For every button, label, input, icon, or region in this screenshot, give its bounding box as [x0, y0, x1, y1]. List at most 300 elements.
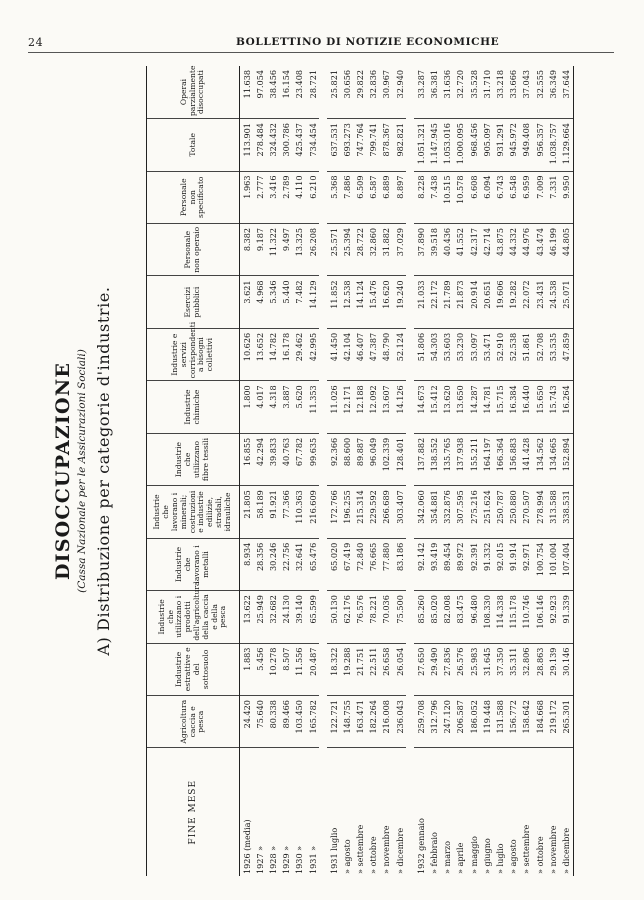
table-cell: 62.176: [340, 591, 353, 643]
table-cell: 106.146: [533, 591, 546, 643]
table-cell: 67.782: [293, 433, 306, 485]
table-cell: 30.146: [559, 643, 573, 695]
table-cell: 35.528: [467, 66, 480, 119]
running-title: BOLLETTINO DI NOTIZIE ECONOMICHE: [236, 36, 500, 48]
row-label: » marzo: [442, 840, 453, 874]
table-cell: 114.338: [493, 591, 506, 643]
table-cell: 11.852: [327, 276, 340, 328]
table-row: [507, 66, 520, 876]
table-cell: 10.515: [441, 171, 454, 223]
table-cell: 16.154: [280, 66, 293, 119]
table-cell: 905.097: [480, 119, 493, 171]
table-cell: 13.607: [380, 381, 393, 433]
table-cell: 250.880: [507, 486, 520, 538]
table-cell: 78.221: [367, 591, 380, 643]
table-cell: 92.971: [520, 538, 533, 590]
table-cell: 103.450: [293, 696, 306, 748]
table-cell: 37.350: [493, 643, 506, 695]
table-cell: 10.578: [454, 171, 467, 223]
table-cell: 102.339: [380, 433, 393, 485]
table-row: [327, 66, 340, 876]
table-cell: 982.821: [393, 119, 406, 171]
table-cell: 14.673: [414, 381, 427, 433]
table-row: [354, 66, 367, 876]
table-cell: 956.357: [533, 119, 546, 171]
table-cell: 799.741: [367, 119, 380, 171]
table-cell: 39.833: [266, 433, 279, 485]
table-cell: 14.781: [480, 381, 493, 433]
table-cell: 21.873: [454, 276, 467, 328]
separator-cell: [406, 66, 414, 876]
table-cell: 30.656: [340, 66, 353, 119]
table-cell: 33.666: [507, 66, 520, 119]
table-cell: 58.189: [253, 486, 266, 538]
table-cell: 12.092: [367, 381, 380, 433]
table-cell: 32.555: [533, 66, 546, 119]
table-cell: 206.587: [454, 696, 467, 748]
table-cell: 6.094: [480, 171, 493, 223]
table-row: [480, 66, 493, 876]
table-cell: 42.104: [340, 328, 353, 380]
table-cell: 15.715: [493, 381, 506, 433]
table-cell: 425.437: [293, 119, 306, 171]
table-cell: 96.049: [367, 433, 380, 485]
table-cell: 15.412: [427, 381, 440, 433]
table-cell: 53.603: [441, 328, 454, 380]
table-cell: 14.782: [266, 328, 279, 380]
table-cell: 70.036: [380, 591, 393, 643]
table-cell: 3.416: [266, 171, 279, 223]
table-cell: 7.331: [546, 171, 559, 223]
unemployment-table: [146, 66, 574, 876]
column-header: Esercizi pubblici: [147, 276, 240, 328]
table-cell: 16.855: [240, 433, 254, 485]
running-head: [28, 34, 614, 53]
table-cell: 8.382: [240, 223, 254, 275]
table-cell: 21.805: [240, 486, 254, 538]
row-label: 1931 »: [307, 845, 318, 874]
table-cell: 89.466: [280, 696, 293, 748]
table-cell: 215.314: [354, 486, 367, 538]
table-cell: 2.777: [253, 171, 266, 223]
table-cell: 324.432: [266, 119, 279, 171]
table-cell: 6.210: [306, 171, 319, 223]
table-cell: 5.456: [253, 643, 266, 695]
table-cell: 24.420: [240, 696, 254, 748]
row-label: » agosto: [341, 839, 352, 874]
table-cell: 22.072: [520, 276, 533, 328]
column-header: Industrie e servizi corrispondenti a bisogni collettivi: [147, 328, 240, 380]
table-cell: 138.552: [427, 433, 440, 485]
table-cell: 21.033: [414, 276, 427, 328]
table-cell: 6.889: [380, 171, 393, 223]
row-label: » settembre: [521, 824, 532, 874]
table-cell: 131.588: [493, 696, 506, 748]
table-cell: 1.038.757: [546, 119, 559, 171]
table-cell: 236.043: [393, 696, 406, 748]
table-cell: 29.462: [293, 328, 306, 380]
table-cell: 30.967: [380, 66, 393, 119]
table-cell: 110.363: [293, 486, 306, 538]
table-cell: 8.934: [240, 538, 254, 590]
table-cell: 76.576: [354, 591, 367, 643]
table-cell: 48.790: [380, 328, 393, 380]
table-cell: 12.188: [354, 381, 367, 433]
table-cell: 89.972: [454, 538, 467, 590]
table-row: [533, 66, 546, 876]
table-cell: 9.497: [280, 223, 293, 275]
table-subtitle: (Cassa Nazionale per le Assicurazioni Sociali): [76, 349, 88, 593]
table-row: [306, 66, 319, 876]
table-cell: 26.576: [454, 643, 467, 695]
table-cell: 931.291: [493, 119, 506, 171]
table-cell: 54.303: [427, 328, 440, 380]
column-header: Industrie che utilizzano i prodotti dell'agricoltura della caccia e della pesca: [147, 591, 240, 643]
table-cell: 266.689: [380, 486, 393, 538]
table-cell: 134.562: [533, 433, 546, 485]
table-cell: 172.766: [327, 486, 340, 538]
table-cell: 303.407: [393, 486, 406, 538]
column-header: Agricoltura caccia e pesca: [147, 696, 240, 748]
table-row: [253, 66, 266, 876]
table-cell: 32.682: [266, 591, 279, 643]
column-header: Totale: [147, 119, 240, 171]
table-cell: 122.721: [327, 696, 340, 748]
table-cell: 6.587: [367, 171, 380, 223]
table-cell: 250.787: [493, 486, 506, 538]
table-cell: 10.278: [266, 643, 279, 695]
rotated-page: [46, 66, 616, 876]
column-header: Personale non specificato: [147, 171, 240, 223]
table-cell: 51.806: [414, 328, 427, 380]
table-cell: 42.317: [467, 223, 480, 275]
table-cell: 164.197: [480, 433, 493, 485]
table-cell: 37.890: [414, 223, 427, 275]
table-row: [427, 66, 440, 876]
table-cell: 16.264: [559, 381, 573, 433]
table-cell: 97.054: [253, 66, 266, 119]
table-cell: 53.097: [467, 328, 480, 380]
table-cell: 137.938: [454, 433, 467, 485]
table-row: [467, 66, 480, 876]
table-cell: 7.009: [533, 171, 546, 223]
table-cell: 96.480: [467, 591, 480, 643]
table-cell: 25.071: [559, 276, 573, 328]
table-cell: 40.436: [441, 223, 454, 275]
table-cell: 31.645: [480, 643, 493, 695]
table-cell: 12.538: [340, 276, 353, 328]
table-row: [414, 66, 427, 876]
table-cell: 53.230: [454, 328, 467, 380]
table-cell: 216.008: [380, 696, 393, 748]
table-cell: 75.640: [253, 696, 266, 748]
table-cell: 141.428: [520, 433, 533, 485]
table-row: [441, 66, 454, 876]
table-cell: 163.471: [354, 696, 367, 748]
table-cell: 37.029: [393, 223, 406, 275]
table-cell: 20.487: [306, 643, 319, 695]
table-cell: 21.789: [441, 276, 454, 328]
table-cell: 11.322: [266, 223, 279, 275]
table-cell: 15.476: [367, 276, 380, 328]
table-cell: 13.620: [441, 381, 454, 433]
table-cell: 968.456: [467, 119, 480, 171]
table-cell: 1.883: [240, 643, 254, 695]
table-cell: 37.644: [559, 66, 573, 119]
table-cell: 229.592: [367, 486, 380, 538]
table-cell: 156.772: [507, 696, 520, 748]
table-cell: 5.440: [280, 276, 293, 328]
table-cell: 101.004: [546, 538, 559, 590]
table-cell: 44.976: [520, 223, 533, 275]
column-header: Industrie estrattive e del sottosuolo: [147, 643, 240, 695]
table-row: [380, 66, 393, 876]
table-cell: 14.287: [467, 381, 480, 433]
table-cell: 42.714: [480, 223, 493, 275]
table-cell: 92.923: [546, 591, 559, 643]
table-cell: 247.120: [441, 696, 454, 748]
table-cell: 30.246: [266, 538, 279, 590]
table-cell: 19.240: [393, 276, 406, 328]
table-cell: 91.339: [559, 591, 573, 643]
table-cell: 100.754: [533, 538, 546, 590]
row-label: 1931 luglio: [328, 827, 339, 874]
row-label: » maggio: [468, 836, 479, 874]
table-cell: 182.264: [367, 696, 380, 748]
table-cell: 23.408: [293, 66, 306, 119]
table-cell: 13.650: [454, 381, 467, 433]
table-cell: 91.332: [480, 538, 493, 590]
table-cell: 18.322: [327, 643, 340, 695]
row-label: 1928 »: [267, 845, 278, 874]
table-cell: 152.894: [559, 433, 573, 485]
table-cell: 22.756: [280, 538, 293, 590]
table-cell: 300.786: [280, 119, 293, 171]
row-label: » agosto: [508, 839, 519, 874]
table-cell: 278.994: [533, 486, 546, 538]
rotated-content: [46, 66, 616, 876]
table-cell: 27.650: [414, 643, 427, 695]
table-cell: 1.051.321: [414, 119, 427, 171]
table-cell: 4.110: [293, 171, 306, 223]
table-cell: 29.822: [354, 66, 367, 119]
table-cell: 16.440: [520, 381, 533, 433]
table-cell: 216.609: [306, 486, 319, 538]
table-row: [559, 66, 573, 876]
table-cell: 29.490: [427, 643, 440, 695]
table-cell: 28.863: [533, 643, 546, 695]
row-label: » aprile: [455, 842, 466, 874]
table-cell: 6.548: [507, 171, 520, 223]
table-cell: 19.606: [493, 276, 506, 328]
table-cell: 148.755: [340, 696, 353, 748]
table-cell: 155.211: [467, 433, 480, 485]
table-cell: 11.638: [240, 66, 254, 119]
table-cell: 1.963: [240, 171, 254, 223]
table-cell: 72.840: [354, 538, 367, 590]
table-cell: 44.805: [559, 223, 573, 275]
column-header: Industrie chimiche: [147, 381, 240, 433]
row-label: » novembre: [381, 825, 392, 874]
table-cell: 46.199: [546, 223, 559, 275]
row-label: » ottobre: [534, 836, 545, 874]
table-cell: 36.349: [546, 66, 559, 119]
table-cell: 26.208: [306, 223, 319, 275]
table-cell: 47.387: [367, 328, 380, 380]
table-cell: 342.060: [414, 486, 427, 538]
table-cell: 7.438: [427, 171, 440, 223]
table-cell: 32.836: [367, 66, 380, 119]
table-row: [280, 66, 293, 876]
table-cell: 13.622: [240, 591, 254, 643]
row-separator: [319, 66, 327, 876]
table-cell: 6.608: [467, 171, 480, 223]
table-cell: 53.535: [546, 328, 559, 380]
table-cell: 32.806: [520, 643, 533, 695]
table-cell: 38.456: [266, 66, 279, 119]
table-cell: 16.620: [380, 276, 393, 328]
table-row: [367, 66, 380, 876]
table-cell: 92.142: [414, 538, 427, 590]
table-cell: 24.538: [546, 276, 559, 328]
table-cell: 13.652: [253, 328, 266, 380]
table-cell: 6.509: [354, 171, 367, 223]
table-cell: 76.665: [367, 538, 380, 590]
table-cell: 15.743: [546, 381, 559, 433]
table-cell: 14.124: [354, 276, 367, 328]
table-cell: 42.995: [306, 328, 319, 380]
table-cell: 89.887: [354, 433, 367, 485]
table-cell: 7.482: [293, 276, 306, 328]
table-cell: 265.301: [559, 696, 573, 748]
column-header: Personale non operaio: [147, 223, 240, 275]
table-cell: 6.743: [493, 171, 506, 223]
table-cell: 3.887: [280, 381, 293, 433]
table-cell: 33.287: [414, 66, 427, 119]
table-cell: 734.454: [306, 119, 319, 171]
table-cell: 19.288: [340, 643, 353, 695]
table-cell: 332.876: [441, 486, 454, 538]
table-cell: 166.364: [493, 433, 506, 485]
table-cell: 313.588: [546, 486, 559, 538]
table-cell: 65.476: [306, 538, 319, 590]
table-row: [393, 66, 406, 876]
table-cell: 28.356: [253, 538, 266, 590]
table-cell: 47.859: [559, 328, 573, 380]
table-cell: 28.721: [306, 66, 319, 119]
table-cell: 2.789: [280, 171, 293, 223]
table-cell: 88.600: [340, 433, 353, 485]
table-row: [340, 66, 353, 876]
table-cell: 25.394: [340, 223, 353, 275]
table-row: [520, 66, 533, 876]
table-cell: 119.448: [480, 696, 493, 748]
table-cell: 14.126: [393, 381, 406, 433]
table-row: [493, 66, 506, 876]
table-cell: 22.511: [367, 643, 380, 695]
table-cell: 354.881: [427, 486, 440, 538]
row-label: » settembre: [355, 824, 366, 874]
table-cell: 307.595: [454, 486, 467, 538]
table-cell: 85.260: [414, 591, 427, 643]
row-label: » giugno: [481, 838, 492, 874]
row-label: » febbraio: [429, 832, 440, 874]
table-cell: 82.008: [441, 591, 454, 643]
table-header-row: [147, 66, 240, 876]
table-cell: 25.571: [327, 223, 340, 275]
table-cell: 16.384: [507, 381, 520, 433]
row-label: 1929 »: [281, 845, 292, 874]
table-cell: 53.471: [480, 328, 493, 380]
column-header: Industrie che lavorano i minerali; costruzioni e industrie edilizie, stradali, idrauliche: [147, 486, 240, 538]
row-label: » novembre: [547, 825, 558, 874]
table-cell: 31.710: [480, 66, 493, 119]
table-cell: 26.054: [393, 643, 406, 695]
table-cell: 1.053.016: [441, 119, 454, 171]
table-cell: 25.821: [327, 66, 340, 119]
table-cell: 32.940: [393, 66, 406, 119]
table-cell: 11.026: [327, 381, 340, 433]
table-cell: 156.883: [507, 433, 520, 485]
table-cell: 24.130: [280, 591, 293, 643]
table-cell: 42.294: [253, 433, 266, 485]
table-cell: 32.720: [454, 66, 467, 119]
table-cell: 15.650: [533, 381, 546, 433]
table-cell: 37.043: [520, 66, 533, 119]
table-cell: 1.800: [240, 381, 254, 433]
row-label: 1930 »: [294, 845, 305, 874]
column-header-month: FINE MESE: [147, 748, 240, 876]
table-cell: 5.368: [327, 171, 340, 223]
table-cell: 4.968: [253, 276, 266, 328]
table-cell: 5.620: [293, 381, 306, 433]
table-cell: 65.020: [327, 538, 340, 590]
table-cell: 1.129.664: [559, 119, 573, 171]
table-cell: 338.531: [559, 486, 573, 538]
table-cell: 92.366: [327, 433, 340, 485]
table-cell: 21.751: [354, 643, 367, 695]
table-cell: 278.484: [253, 119, 266, 171]
table-cell: 50.130: [327, 591, 340, 643]
table-cell: 219.172: [546, 696, 559, 748]
table-cell: 1.000.095: [454, 119, 467, 171]
table-cell: 251.624: [480, 486, 493, 538]
table-cell: 91.914: [507, 538, 520, 590]
table-row: [454, 66, 467, 876]
table-cell: 108.330: [480, 591, 493, 643]
column-header: Industrie che lavorano i metalli: [147, 538, 240, 590]
table-row: [240, 66, 254, 876]
table-cell: 33.218: [493, 66, 506, 119]
table-cell: 9.950: [559, 171, 573, 223]
table-cell: 1.147.945: [427, 119, 440, 171]
separator-cell: [319, 66, 327, 876]
table-cell: 16.178: [280, 328, 293, 380]
table-cell: 196.255: [340, 486, 353, 538]
table-cell: 4.318: [266, 381, 279, 433]
table-cell: 23.431: [533, 276, 546, 328]
table-cell: 32.860: [367, 223, 380, 275]
table-cell: 35.311: [507, 643, 520, 695]
row-separator: [406, 66, 414, 876]
table-title: DISOCCUPAZIONE: [52, 361, 74, 581]
table-cell: 135.765: [441, 433, 454, 485]
row-label: 1926 (media): [241, 819, 252, 874]
table-cell: 8.507: [280, 643, 293, 695]
page-number: 24: [28, 36, 44, 49]
table-cell: 91.921: [266, 486, 279, 538]
table-cell: 41.450: [327, 328, 340, 380]
